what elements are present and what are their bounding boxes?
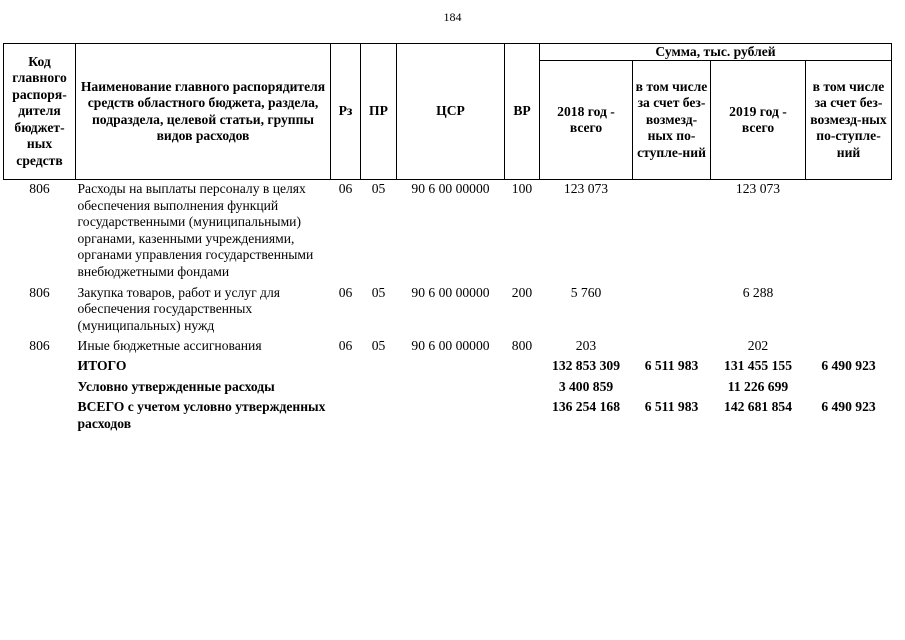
cell-rz: 06 [338, 338, 353, 354]
cell-vr: 200 [511, 284, 533, 300]
conditional-2018-total: 3 400 859 [558, 378, 614, 394]
cell-name: Закупка товаров, работ и услуг для обеспечения государственных (муниципальных) нужд [77, 284, 281, 333]
cell-code: 806 [29, 181, 50, 196]
grand-total-label: ВСЕГО с учетом условно утвержденных расходов [77, 399, 326, 431]
cell-2018-total: 123 073 [563, 181, 609, 196]
header-rz: Рз [331, 44, 361, 180]
cell-rz: 06 [338, 284, 353, 300]
cell-name: Расходы на выплаты персоналу в целях обеспечения выполнения функций государственными (муниципальными) органами, казенными учреждениями, органами управления государственными внебюджетными фондами [77, 181, 314, 279]
cell-2018-total: 203 [575, 338, 597, 354]
table-row [4, 281, 892, 335]
table-row [4, 334, 892, 355]
header-2018-total: 2018 год - всего [540, 61, 633, 180]
header-code: Код главного распоря-дителя бюджет-ных средств [4, 44, 76, 180]
total-2019-total: 131 455 155 [724, 357, 792, 373]
total-label: ИТОГО [77, 357, 127, 373]
header-2019-gratuitous: в том числе за счет без-возмезд-ных по-ступле-ний [806, 61, 892, 180]
grand-total-2018-total: 136 254 168 [552, 399, 620, 415]
cell-csr: 90 6 00 00000 [411, 338, 490, 354]
cell-rz: 06 [338, 181, 353, 196]
conditional-2019-total: 11 226 699 [727, 378, 789, 394]
header-vr: ВР [505, 44, 540, 180]
cell-2019-total: 202 [747, 338, 769, 354]
header-2019-total: 2019 год - всего [711, 61, 806, 180]
cell-2019-total: 6 288 [742, 284, 774, 300]
header-2018-gratuitous: в том числе за счет без-возмезд-ных по-ступле-ний [633, 61, 711, 180]
conditional-label: Условно утвержденные расходы [77, 378, 275, 394]
cell-name: Иные бюджетные ассигнования [77, 338, 262, 354]
cell-2018-gratuitous [633, 180, 711, 281]
total-2018-gratuitous: 6 511 983 [644, 357, 699, 373]
header-csr: ЦСР [397, 44, 505, 180]
total-2018-total: 132 853 309 [552, 357, 620, 373]
grand-total-2018-gratuitous: 6 511 983 [644, 399, 699, 415]
cell-pr: 05 [371, 284, 386, 300]
cell-2018-gratuitous [633, 334, 711, 355]
conditional-2019-gratuitous [806, 375, 892, 396]
cell-code: 806 [29, 284, 50, 300]
grand-total-row [4, 395, 892, 432]
cell-pr: 05 [371, 181, 386, 196]
cell-2018-total: 5 760 [570, 284, 602, 300]
cell-csr: 90 6 00 00000 [411, 181, 490, 196]
cell-2019-gratuitous [806, 180, 892, 281]
total-2019-gratuitous: 6 490 923 [821, 357, 876, 373]
cell-code: 806 [29, 338, 50, 354]
cell-2019-gratuitous [806, 334, 892, 355]
conditional-row [4, 375, 892, 396]
cell-csr: 90 6 00 00000 [411, 284, 490, 300]
cell-pr: 05 [371, 338, 386, 354]
cell-2018-gratuitous [633, 281, 711, 335]
cell-2019-gratuitous [806, 281, 892, 335]
page-number: 184 [443, 10, 462, 24]
budget-table [3, 43, 892, 432]
conditional-2018-gratuitous [633, 375, 711, 396]
header-sum: Сумма, тыс. рублей [540, 44, 892, 61]
cell-vr: 800 [511, 338, 533, 354]
cell-vr: 100 [511, 181, 533, 196]
cell-2019-total: 123 073 [735, 181, 781, 196]
table-row [4, 180, 892, 281]
header-pr: ПР [361, 44, 397, 180]
header-name: Наименование главного распорядителя средств областного бюджета, раздела, подраздела, целевой статьи, группы видов расходов [76, 44, 331, 180]
grand-total-2019-gratuitous: 6 490 923 [821, 399, 876, 415]
grand-total-2019-total: 142 681 854 [724, 399, 792, 415]
total-row [4, 355, 892, 375]
